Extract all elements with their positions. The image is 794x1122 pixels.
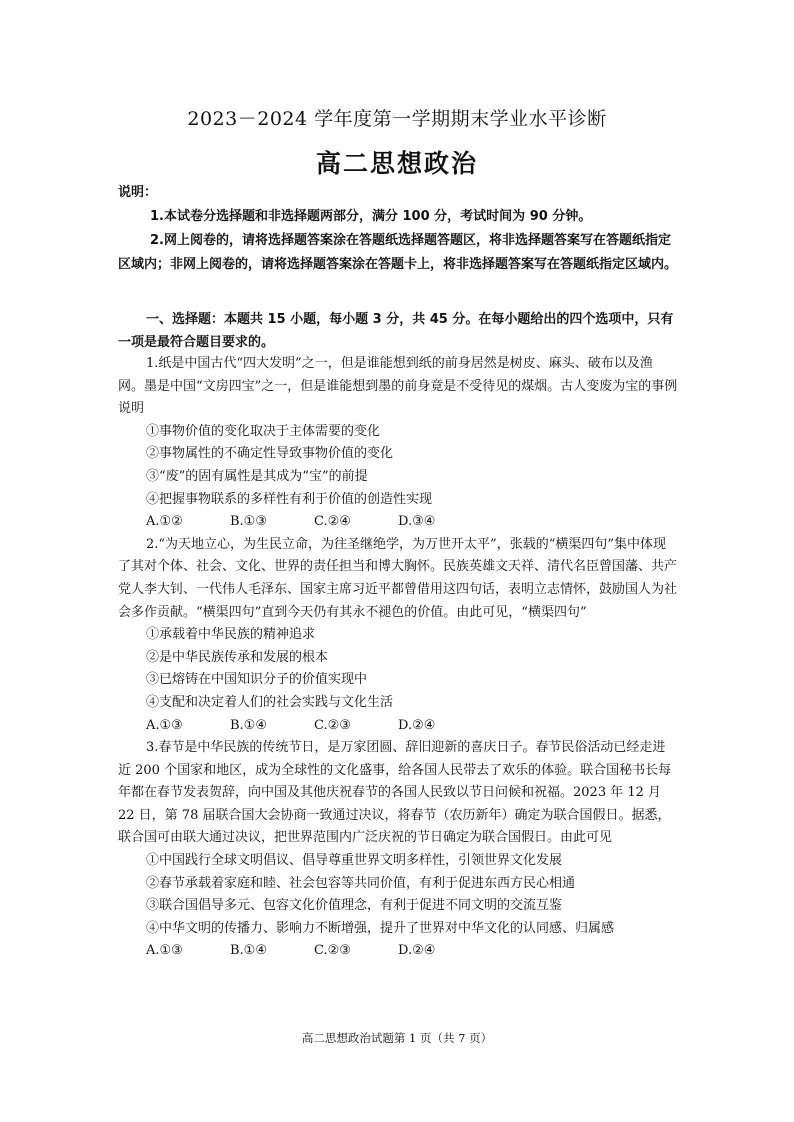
- choice-d: D.③④: [398, 514, 436, 530]
- choice-b: B.①④: [230, 943, 267, 959]
- statement-option: ④中华文明的传播力、影响力不断增强，提升了世界对中华文化的认同感、归属感: [146, 920, 615, 936]
- question-3: [118, 737, 678, 963]
- choice-c: C.②③: [314, 717, 351, 733]
- choice-a: A.①③: [146, 717, 183, 733]
- statement-option: ①事物价值的变化取决于主体需要的变化: [146, 423, 381, 439]
- statement-option: ①中国践行全球文明倡议、倡导尊重世界文明多样性，引领世界文化发展: [146, 853, 563, 869]
- question-2: [118, 534, 678, 737]
- instruction-item-2: 2.网上阅卷的，请将选择题答案涂在答题纸选择题答题区，将非选择题答案写在答题纸指定区域内；非网上阅卷的，请将选择题答案涂在答题卡上，将非选择题答案写在答题纸指定区域内。: [118, 233, 678, 272]
- choice-b: B.①④: [230, 717, 267, 733]
- choice-d: D.②④: [398, 717, 436, 733]
- answer-choices: [118, 940, 678, 963]
- statement-option: ③“废”的固有属性是其成为“宝”的前提: [146, 468, 368, 484]
- choice-c: C.②④: [314, 514, 351, 530]
- instructions-label: 说明：: [118, 185, 158, 200]
- statement-option: ②事物属性的不确定性导致事物价值的变化: [146, 446, 394, 462]
- question-list: [118, 353, 678, 963]
- statement-option: ③已熔铸在中国知识分子的价值实现中: [146, 672, 368, 688]
- exam-title: 2023－2024 学年度第一学期期末学业水平诊断: [187, 108, 607, 130]
- choice-d: D.②④: [398, 943, 436, 959]
- statement-option: ④支配和决定着人们的社会实践与文化生活: [146, 694, 394, 710]
- instruction-item-1: 1.本试卷分选择题和非选择题两部分，满分 100 分，考试时间为 90 分钟。: [150, 209, 592, 224]
- statement-option: ④把握事物联系的多样性有利于价值的创造性实现: [146, 491, 433, 507]
- choice-c: C.②③: [314, 943, 351, 959]
- question-1: [118, 353, 678, 534]
- statement-option: ②春节承载着家庭和睦、社会包容等共同价值，有利于促进东西方民心相通: [146, 875, 576, 891]
- statement-option: ③联合国倡导多元、包容文化价值理念，有利于促进不同文明的交流互鉴: [146, 898, 563, 914]
- answer-choices: [118, 511, 678, 534]
- statement-option: ①承载着中华民族的精神追求: [146, 627, 316, 643]
- question-stem: 1.纸是中国古代“四大发明”之一，但是谁能想到纸的前身居然是树皮、麻头、破布以及渔网。墨是中国“文房四宝”之一，但是谁能想到墨的前身竟是不受待见的煤烟。古人变废为宝的事例说明: [118, 356, 678, 417]
- section-heading: 一、选择题：本题共 15 小题，每小题 3 分，共 45 分。在每小题给出的四个选项中，只有一项是最符合题目要求的。: [118, 312, 674, 350]
- answer-choices: [118, 715, 678, 738]
- page-footer: 高二思想政治试题第 1 页（共 7 页）: [301, 1031, 493, 1045]
- instructions: [118, 181, 678, 277]
- choice-b: B.①③: [230, 514, 267, 530]
- choice-a: A.①③: [146, 943, 183, 959]
- choice-a: A.①②: [146, 514, 183, 530]
- question-stem: 2.“为天地立心，为生民立命，为往圣继绝学，为万世开太平”，张载的“横渠四句”集中体现了其对个体、社会、文化、世界的责任担当和博大胸怀。民族英雄文天祥、清代名臣曾国藩、共产党人李大钊、一代伟人毛泽东、国家主席习近平都曾借用这四句话，表明立志情怀，鼓励国人为社会多作贡献。“横渠四句”直到今天仍有其永不褪色的价值。由此可见，“横渠四句”: [118, 536, 678, 620]
- question-stem: 3.春节是中华民族的传统节日，是万家团圆、辞旧迎新的喜庆日子。春节民俗活动已经走进近 200 个国家和地区，成为全球性的文化盛事，给各国人民带去了欢乐的体验。联合国秘书长每年都在春节发表贺辞，向中国及其他庆祝春节的各国人民致以节日问候和祝福。2023 年 12 月 22 日，第 78 届联合国大会协商一致通过决议，将春节（农历新年）确定为联合国假日。据悉，联合国可由联大通过决议，把世界范围内广泛庆祝的节日确定为联合国假日。由此可见: [118, 740, 672, 846]
- subject-title: 高二思想政治: [315, 149, 478, 178]
- statement-option: ②是中华民族传承和发展的根本: [146, 649, 329, 665]
